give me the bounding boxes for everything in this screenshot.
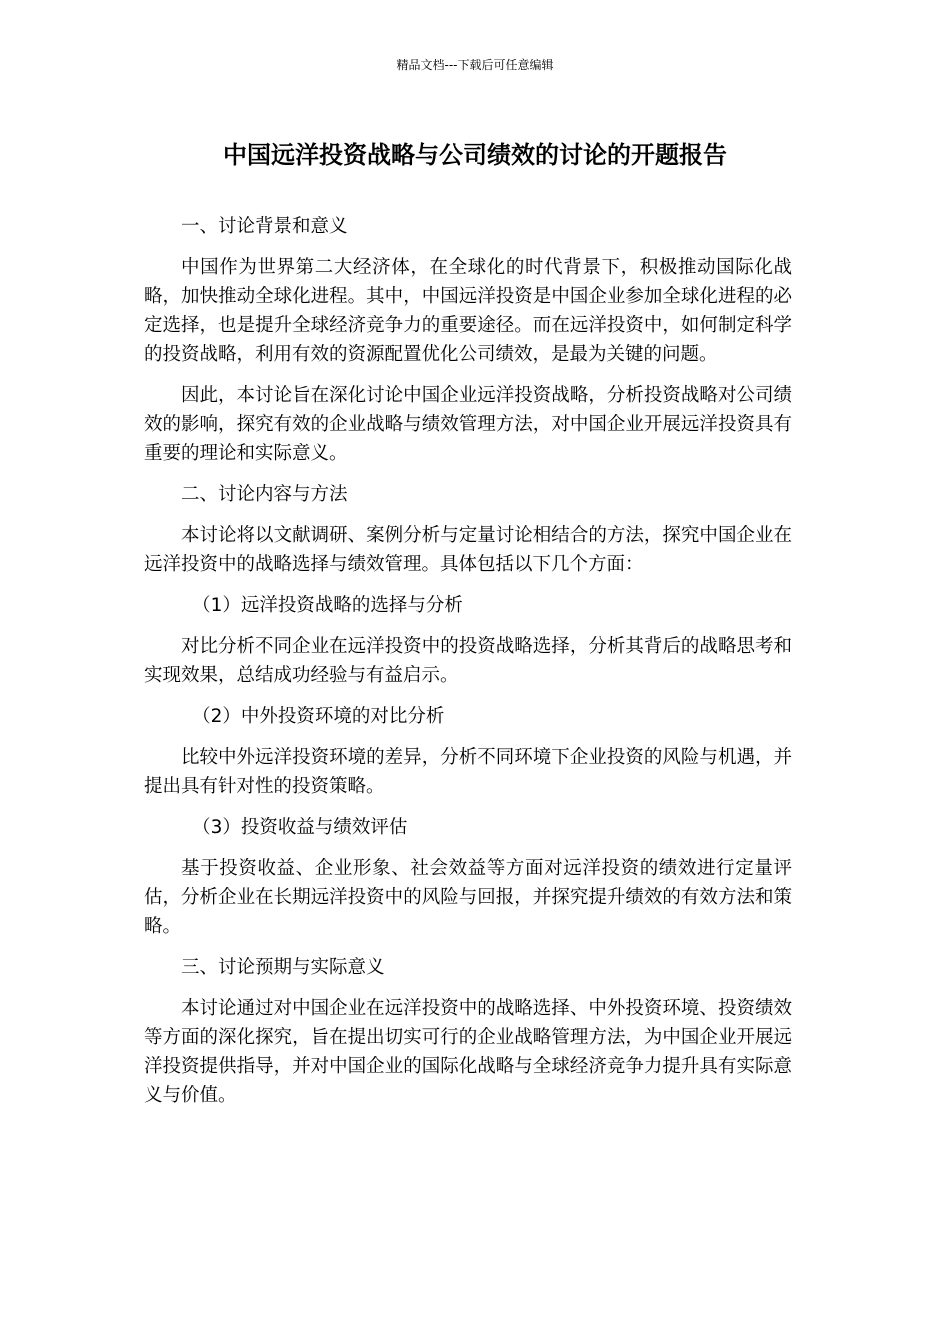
page-header: 精品文档---下载后可任意编辑 <box>396 58 554 72</box>
body-paragraph: 中国作为世界第二大经济体，在全球化的时代背景下，积极推动国际化战略，加快推动全球化进程。其中，中国远洋投资是中国企业参加全球化进程的必定选择，也是提升全球经济竞争力的重要途径。而在远洋投资中，如何制定科学的投资战略，利用有效的资源配置优化公司绩效，是最为关键的问题。 <box>144 257 792 365</box>
body-paragraph: 本讨论将以文献调研、案例分析与定量讨论相结合的方法，探究中国企业在远洋投资中的战略选择与绩效管理。具体包括以下几个方面： <box>144 525 792 575</box>
subheading-performance-evaluation: （3）投资收益与绩效评估 <box>192 817 408 838</box>
body-paragraph: 对比分析不同企业在远洋投资中的投资战略选择，分析其背后的战略思考和实现效果，总结成功经验与有益启示。 <box>144 636 792 686</box>
body-paragraph: 基于投资收益、企业形象、社会效益等方面对远洋投资的绩效进行定量评估，分析企业在长期远洋投资中的风险与回报，并探究提升绩效的有效方法和策略。 <box>144 858 792 937</box>
document-title: 中国远洋投资战略与公司绩效的讨论的开题报告 <box>223 141 727 169</box>
section-heading-expectation: 三、讨论预期与实际意义 <box>181 957 385 978</box>
body-paragraph: 本讨论通过对中国企业在远洋投资中的战略选择、中外投资环境、投资绩效等方面的深化探究，旨在提出切实可行的企业战略管理方法，为中国企业开展远洋投资提供指导，并对中国企业的国际化战略与全球经济竞争力提升具有实际意义与价值。 <box>144 998 792 1106</box>
subheading-strategy-selection: （1）远洋投资战略的选择与分析 <box>192 595 463 616</box>
section-heading-content-method: 二、讨论内容与方法 <box>181 484 348 505</box>
document-body <box>144 212 792 1122</box>
body-paragraph: 比较中外远洋投资环境的差异，分析不同环境下企业投资的风险与机遇，并提出具有针对性的投资策略。 <box>144 747 792 797</box>
section-heading-background: 一、讨论背景和意义 <box>181 216 348 237</box>
subheading-environment-comparison: （2）中外投资环境的对比分析 <box>192 706 445 727</box>
body-paragraph: 因此，本讨论旨在深化讨论中国企业远洋投资战略，分析投资战略对公司绩效的影响，探究有效的企业战略与绩效管理方法，对中国企业开展远洋投资具有重要的理论和实际意义。 <box>144 385 792 464</box>
